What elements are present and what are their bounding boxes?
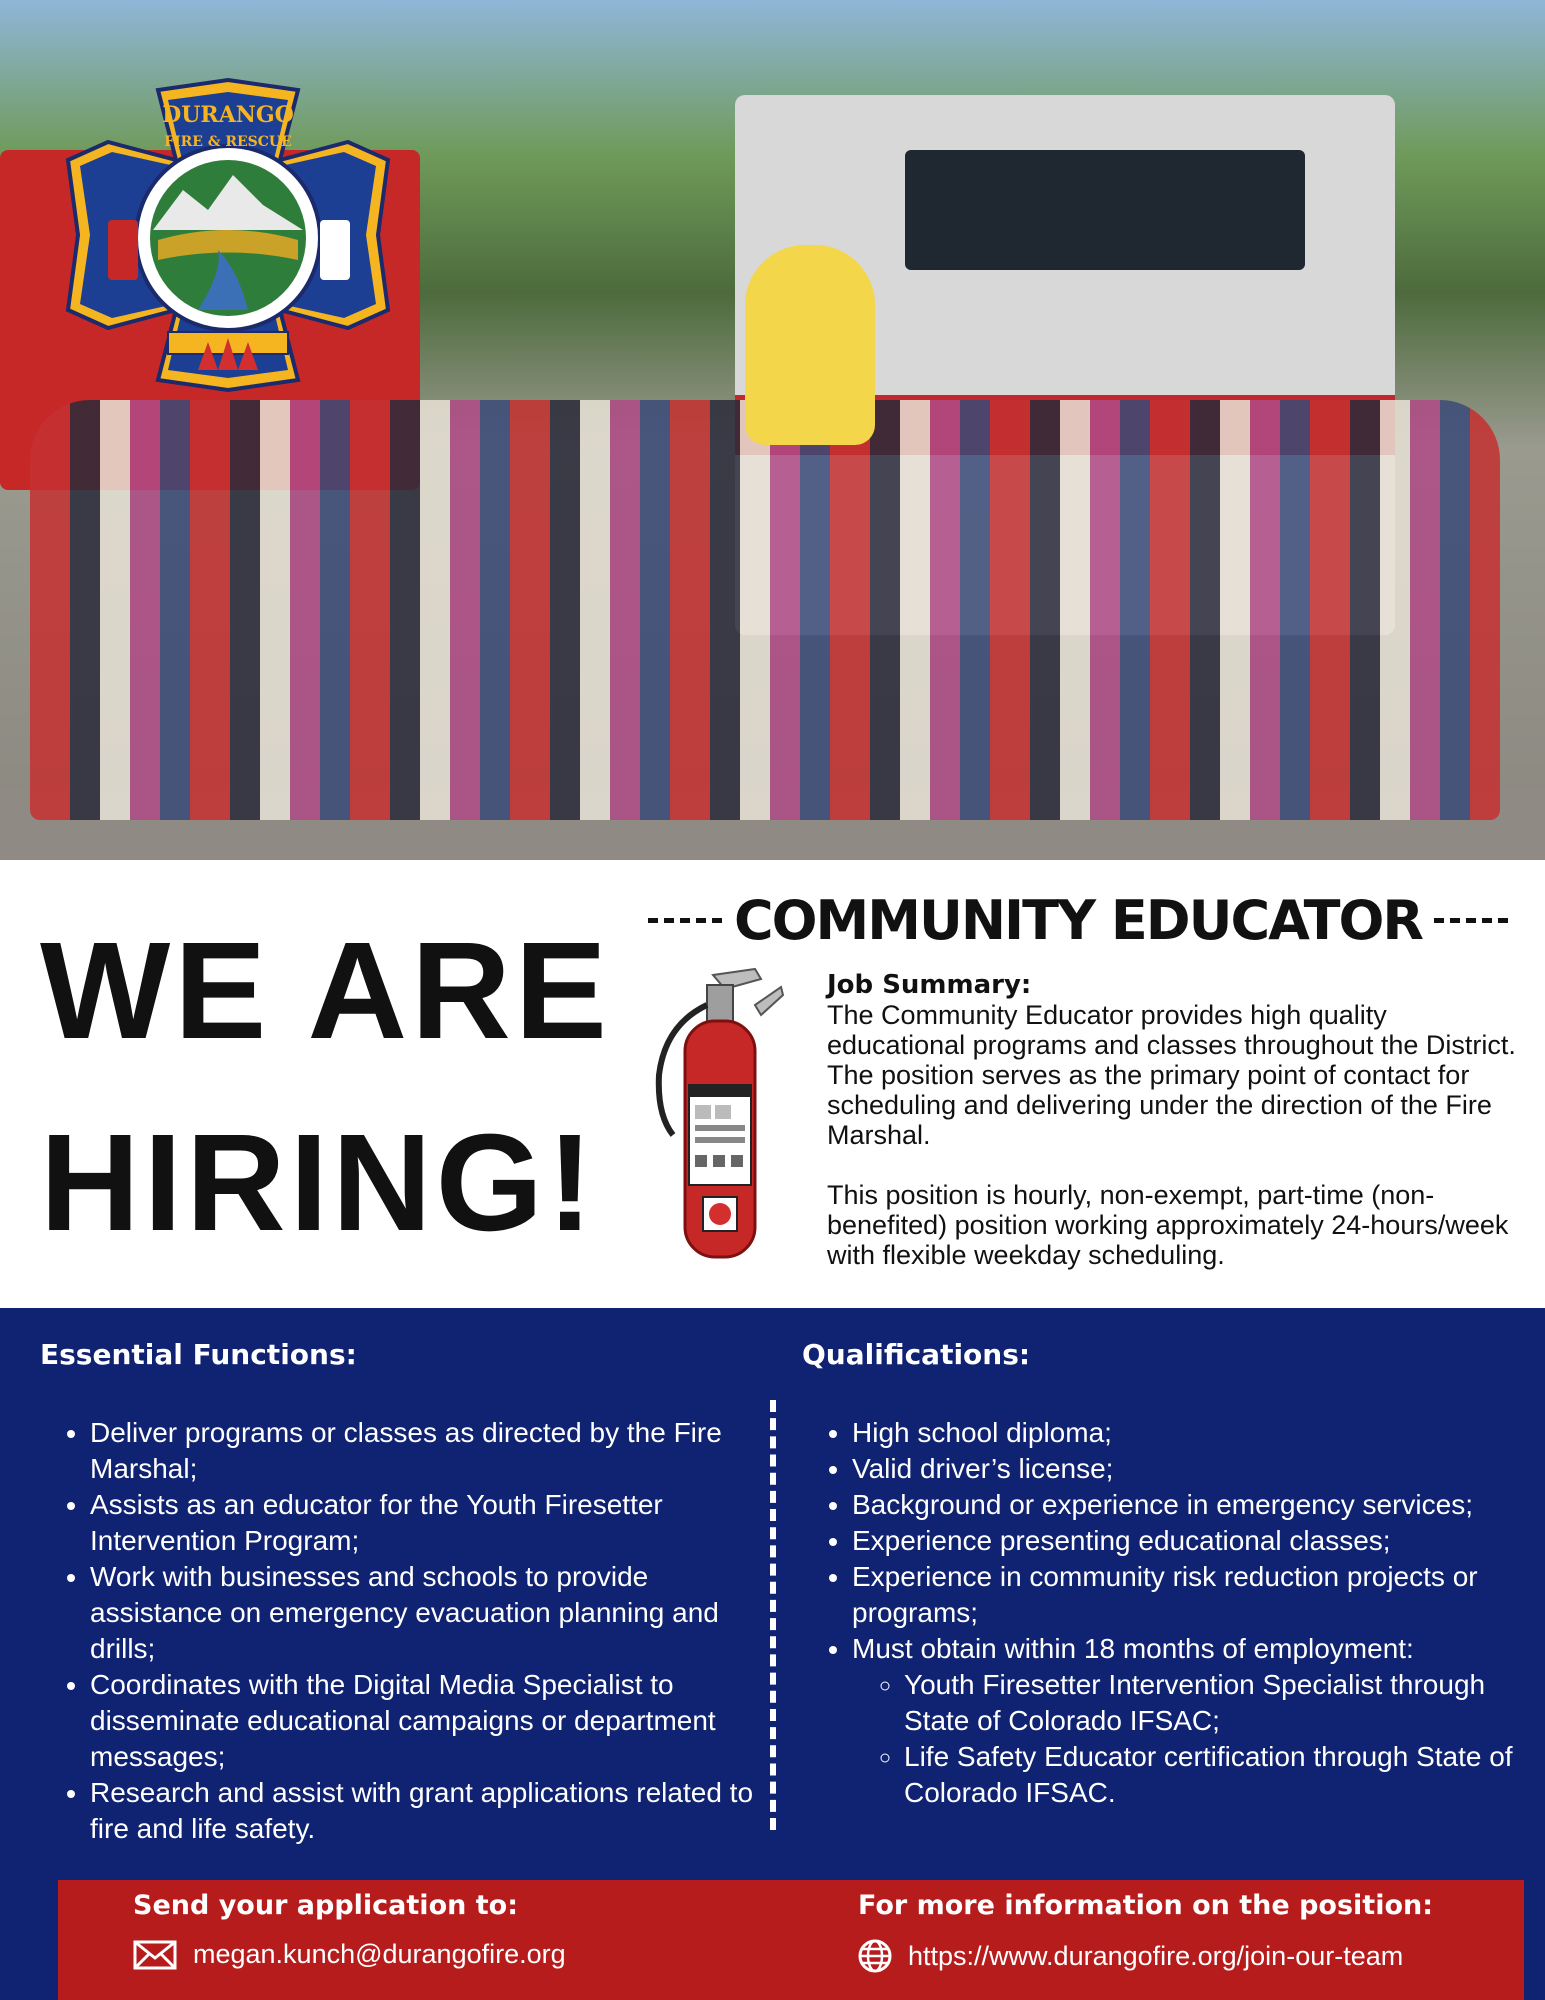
logo-line1: DURANGO (162, 102, 294, 128)
sublist-item: ◦ Youth Firesetter Intervention Specialist through State of Colorado IFSAC; (904, 1667, 1522, 1739)
info-contact (858, 1890, 1433, 1973)
list-item: • High school diploma; (852, 1415, 1522, 1451)
apply-contact (133, 1890, 566, 1970)
apply-email-link[interactable]: megan.kunch@durangofire.org (193, 1939, 566, 1969)
list-item: • Coordinates with the Digital Media Specialist to disseminate educational campaigns or department messages; (90, 1667, 760, 1775)
globe-icon (858, 1939, 892, 1973)
qualifications-heading: Qualifications: (802, 1338, 1031, 1371)
headline-line1: WE ARE (40, 914, 611, 1068)
summary-paragraph-1: The Community Educator provides high quality educational programs and classes throughout the District. The position serves as the primary point of contact for scheduling and delivering under the direction of the Fire Marshal. (827, 1000, 1516, 1150)
info-label: For more information on the position: (858, 1890, 1434, 1921)
list-item: • Experience presenting educational classes; (852, 1523, 1522, 1559)
summary-paragraph-2: This position is hourly, non-exempt, part-time (non-benefited) position working approximately 24-hours/week with flexible weekday scheduling. (827, 1180, 1509, 1270)
summary-heading: Job Summary: (827, 970, 1032, 1000)
durango-fire-logo (48, 70, 408, 400)
essential-functions-heading: Essential Functions: (40, 1338, 357, 1371)
sublist-item: ◦ Life Safety Educator certification through State of Colorado IFSAC. (904, 1739, 1522, 1811)
headline-line2: HIRING! (40, 1106, 597, 1260)
apply-label: Send your application to: (133, 1890, 518, 1921)
list-item: • Work with businesses and schools to provide assistance on emergency evacuation planning and drills; (90, 1559, 760, 1667)
children-group-shape (30, 400, 1500, 820)
job-summary (827, 970, 1517, 1270)
qualifications-list (802, 1415, 1522, 1811)
list-item: • Background or experience in emergency services; (852, 1487, 1522, 1523)
qualifications-column (802, 1338, 1522, 1811)
info-url-link[interactable]: https://www.durangofire.org/join-our-team (908, 1940, 1404, 1971)
column-divider (770, 1400, 776, 1830)
headline (40, 895, 640, 1279)
logo-line2: FIRE & RESCUE (164, 134, 292, 150)
role-title: COMMUNITY EDUCATOR (734, 888, 1422, 952)
contact-bar (58, 1880, 1524, 2000)
title-dash-right (1434, 918, 1508, 923)
certifications-sublist (852, 1667, 1522, 1811)
list-item: • Experience in community risk reduction projects or programs; (852, 1559, 1522, 1631)
list-item-text: Must obtain within 18 months of employment: (852, 1633, 1414, 1664)
role-title-row (648, 885, 1508, 955)
envelope-icon (133, 1940, 177, 1970)
list-item: • Assists as an educator for the Youth Firesetter Intervention Program; (90, 1487, 760, 1559)
list-item: • Deliver programs or classes as directed by the Fire Marshal; (90, 1415, 760, 1487)
list-item: • Research and assist with grant applications related to fire and life safety. (90, 1775, 760, 1847)
list-item: • Valid driver’s license; (852, 1451, 1522, 1487)
title-dash-left (648, 918, 722, 923)
essential-functions-list (40, 1415, 760, 1847)
mascot-shape (745, 245, 875, 445)
essential-functions-column (40, 1338, 760, 1847)
list-item-with-sublist (852, 1631, 1522, 1811)
fire-extinguisher-icon (655, 965, 785, 1260)
